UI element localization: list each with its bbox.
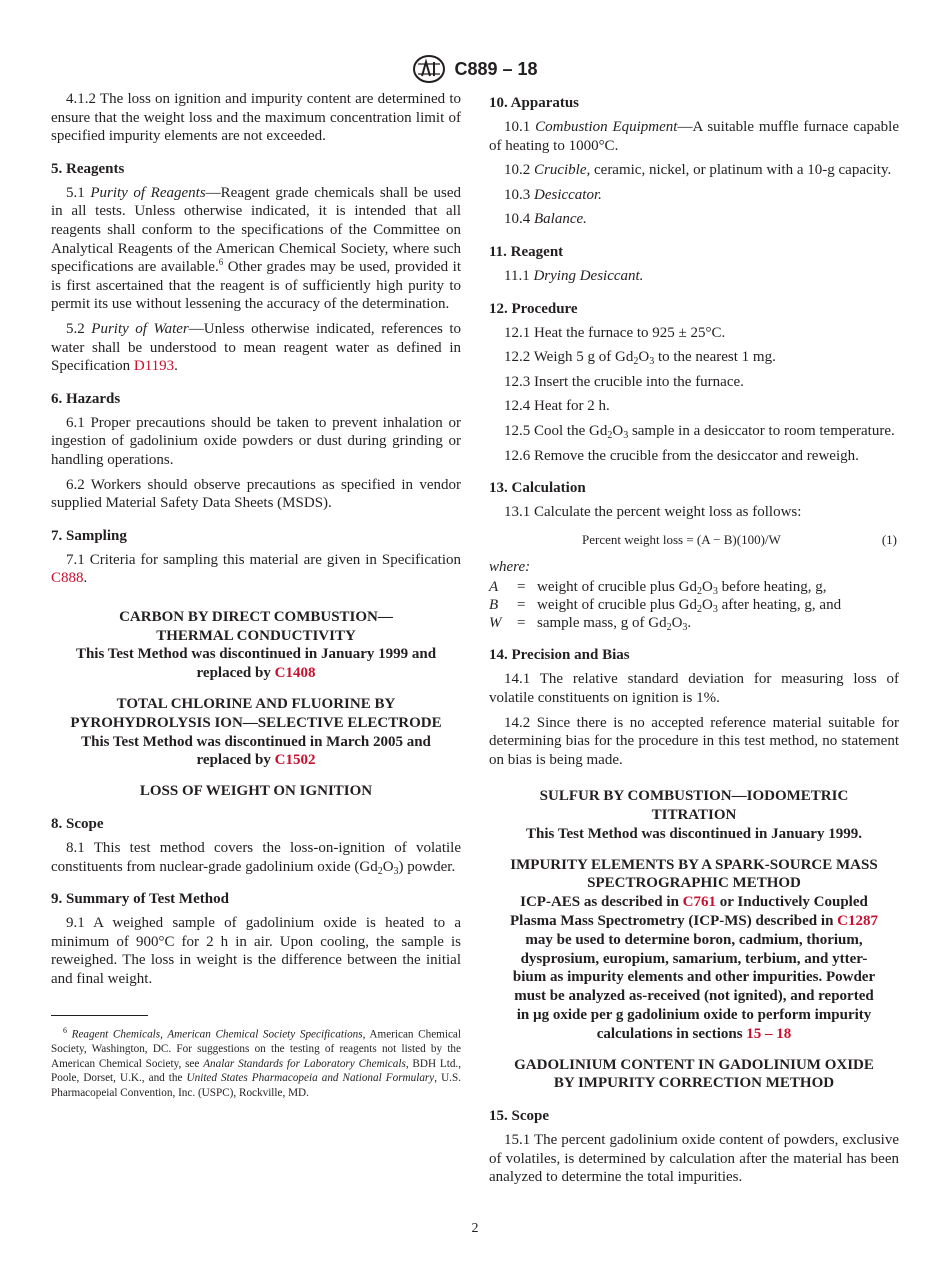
definition-a: A = weight of crucible plus $Gd_2O_3$ before heating, g, bbox=[489, 579, 827, 598]
equation-1 bbox=[489, 528, 899, 552]
equation-number: (1) bbox=[881, 531, 897, 547]
para-15-1: 15.1 The percent gadolinium oxide content of powders, exclusive of volatiles, is determined by calculation after the material has been analyzed to determine the total impurities. bbox=[489, 1132, 899, 1186]
para-6-1: 6.1 Proper precautions should be taken to prevent inhalation or ingestion of gadolinium oxide powders or dust during grinding or handling operations. bbox=[51, 414, 461, 468]
heading-summary: 9. Summary of Test Method bbox=[51, 891, 229, 908]
equation-expression: Percent weight loss = (A − B)(100)/W bbox=[582, 531, 781, 547]
heading-sampling: 7. Sampling bbox=[51, 527, 127, 544]
page-number: 2 bbox=[471, 1221, 479, 1236]
heading-apparatus: 10. Apparatus bbox=[489, 95, 580, 111]
para-11-1: 11.1 Drying Desiccant. bbox=[504, 267, 644, 284]
page-header bbox=[0, 54, 950, 84]
para-14-2: 14.2 Since there is no accepted reference material suitable for determining bias for the procedure in this test method, no statement on bias is being made. bbox=[489, 714, 899, 768]
chlorine-section-title: TOTAL CHLORINE AND FLUORINE BY PYROHYDROLYSIS ION—SELECTIVE ELECTRODE This Test Method was discontinued in March 2005 and replaced by C1502 bbox=[70, 696, 442, 769]
para-5-2: 5.2 Purity of Water—Unless otherwise indicated, references to water shall be understood to mean reagent water as defined in Specification D1193. bbox=[51, 320, 461, 375]
para-13-1: 13.1 Calculate the percent weight loss as follows: bbox=[504, 504, 802, 521]
para-12-2: 12.2 Weigh 5 g of $Gd_2O_3$ to the nearest 1 mg. bbox=[504, 349, 776, 368]
heading-precision-bias: 14. Precision and Bias bbox=[489, 647, 630, 664]
para-8-1: 8.1 This test method covers the loss-on-ignition of volatile constituents from nuclear-grade gadolinium oxide $(Gd_2O_3)$ powder. bbox=[51, 840, 461, 877]
ref-link-c1287[interactable]: C1287 bbox=[837, 913, 879, 930]
para-10-1: 10.1 Combustion Equipment—A suitable muffle furnace capable of heating to 1000°C. bbox=[489, 119, 900, 154]
para-5-1: 5.1 Purity of Reagents—Reagent grade chemicals shall be used in all tests. Unless otherwise indicated, it is intended that all reagents shall conform to the specifications of the Committee on Analytical Reagents of the American Chemical Society, where such specifications are available.$^6$ Other grades may be used, provided it is first ascertained that the reagent is of sufficiently high purity to permit its use without lessening the accuracy of the determination. bbox=[51, 184, 461, 313]
ref-link-c1502[interactable]: C1502 bbox=[274, 752, 316, 769]
ref-link-sections-15-18[interactable]: 15 – 18 bbox=[746, 1025, 792, 1042]
heading-reagents: 5. Reagents bbox=[51, 160, 125, 177]
loss-section-title: LOSS OF WEIGHT ON IGNITION bbox=[139, 783, 373, 800]
heading-procedure: 12. Procedure bbox=[489, 300, 578, 317]
footnote-divider bbox=[51, 1015, 148, 1016]
right-column bbox=[489, 90, 899, 1193]
para-12-1: 12.1 Heat the furnace to 925 ± 25°C. bbox=[504, 324, 726, 341]
heading-reagent: 11. Reagent bbox=[489, 243, 564, 260]
footnote-ref: 6 bbox=[218, 257, 224, 268]
para-14-1: 14.1 The relative standard deviation for measuring loss of volatile constituents on ignition is 1%. bbox=[489, 671, 899, 706]
impurity-section-title: IMPURITY ELEMENTS BY A SPARK-SOURCE MASS SPECTROGRAPHIC METHOD ICP-AES as described in C761 or Inductively Coupled Plasma Mass Spectrometry (ICP-MS) described in C1287 may be used to determine boron, cadmium, thorium, dysprosium, europium, samarium, terbium, and ytter- bium as impurity elements and other impurities. Powder must be analyzed as-received (not ignited), and reported in µg oxide per g gadolinium oxide to perform impurity calculations in sections 15 – 18 bbox=[509, 856, 879, 1042]
ref-link-c888[interactable]: C888 bbox=[51, 570, 84, 587]
para-12-4: 12.4 Heat for 2 h. bbox=[504, 398, 610, 415]
ref-link-d1193[interactable]: D1193 bbox=[133, 358, 175, 375]
ref-link-c1408[interactable]: C1408 bbox=[274, 665, 316, 682]
para-10-4: 10.4 Balance. bbox=[504, 211, 587, 228]
heading-scope-15: 15. Scope bbox=[489, 1108, 549, 1125]
heading-scope-8: 8. Scope bbox=[51, 816, 104, 833]
sulfur-section-title: SULFUR BY COMBUSTION—IODOMETRIC TITRATION This Test Method was discontinued in January 1999. bbox=[526, 788, 862, 842]
para-6-2: 6.2 Workers should observe precautions as specified in vendor supplied Material Safety Data Sheets (MSDS). bbox=[51, 476, 461, 512]
heading-calculation: 13. Calculation bbox=[489, 480, 586, 497]
definition-b: B = weight of crucible plus $Gd_2O_3$ after heating, g, and bbox=[489, 597, 842, 616]
standard-designation: C889 – 18 bbox=[454, 58, 538, 79]
para-12-5: 12.5 Cool the $Gd_2O_3$ sample in a desiccator to room temperature. bbox=[504, 422, 895, 441]
para-9-1: 9.1 A weighed sample of gadolinium oxide is heated to a minimum of 900°C for 2 h in air. Upon cooling, the sample is reweighed. The loss in weight is the difference between the initial and final weight. bbox=[51, 915, 461, 988]
where-label: where: bbox=[489, 558, 531, 575]
para-7-1: 7.1 Criteria for sampling this material are given in Specification C888. bbox=[51, 551, 461, 587]
astm-logo-icon bbox=[412, 54, 446, 84]
para-4-1-2: 4.1.2 The loss on ignition and impurity content are determined to ensure that the weight loss and the maximum concentration limit of specified impurity elements are not exceeded. bbox=[51, 91, 461, 145]
para-10-2: 10.2 Crucible, ceramic, nickel, or platinum with a 10-g capacity. bbox=[504, 162, 892, 179]
para-10-3: 10.3 Desiccator. bbox=[504, 186, 602, 203]
para-12-6: 12.6 Remove the crucible from the desiccator and reweigh. bbox=[504, 447, 859, 464]
ref-link-c761[interactable]: C761 bbox=[682, 894, 717, 911]
gadolinium-section-title: GADOLINIUM CONTENT IN GADOLINIUM OXIDE BY IMPURITY CORRECTION METHOD bbox=[514, 1056, 874, 1092]
para-12-3: 12.3 Insert the crucible into the furnace. bbox=[504, 373, 744, 390]
heading-hazards: 6. Hazards bbox=[51, 390, 121, 407]
definition-w: W = sample mass, g of $Gd_2O_3$. bbox=[489, 615, 692, 634]
left-column bbox=[51, 90, 461, 1100]
carbon-section-title: CARBON BY DIRECT COMBUSTION— THERMAL CONDUCTIVITY This Test Method was discontinued in January 1999 and replaced by C1408 bbox=[75, 608, 437, 682]
footnote-6: $^6$ Reagent Chemicals, American Chemical Society Specifications, American Chemical Society, Washington, DC. For suggestions on the testing of reagents not listed by the American Chemical Society, see Analar Standards for Laboratory Chemicals, BDH Ltd., Poole, Dorset, U.K., and the United States Pharmacopeia and National Formulary, U.S. Pharmacopeial Convention, Inc. (USPC), Rockville, MD. bbox=[51, 1025, 462, 1099]
